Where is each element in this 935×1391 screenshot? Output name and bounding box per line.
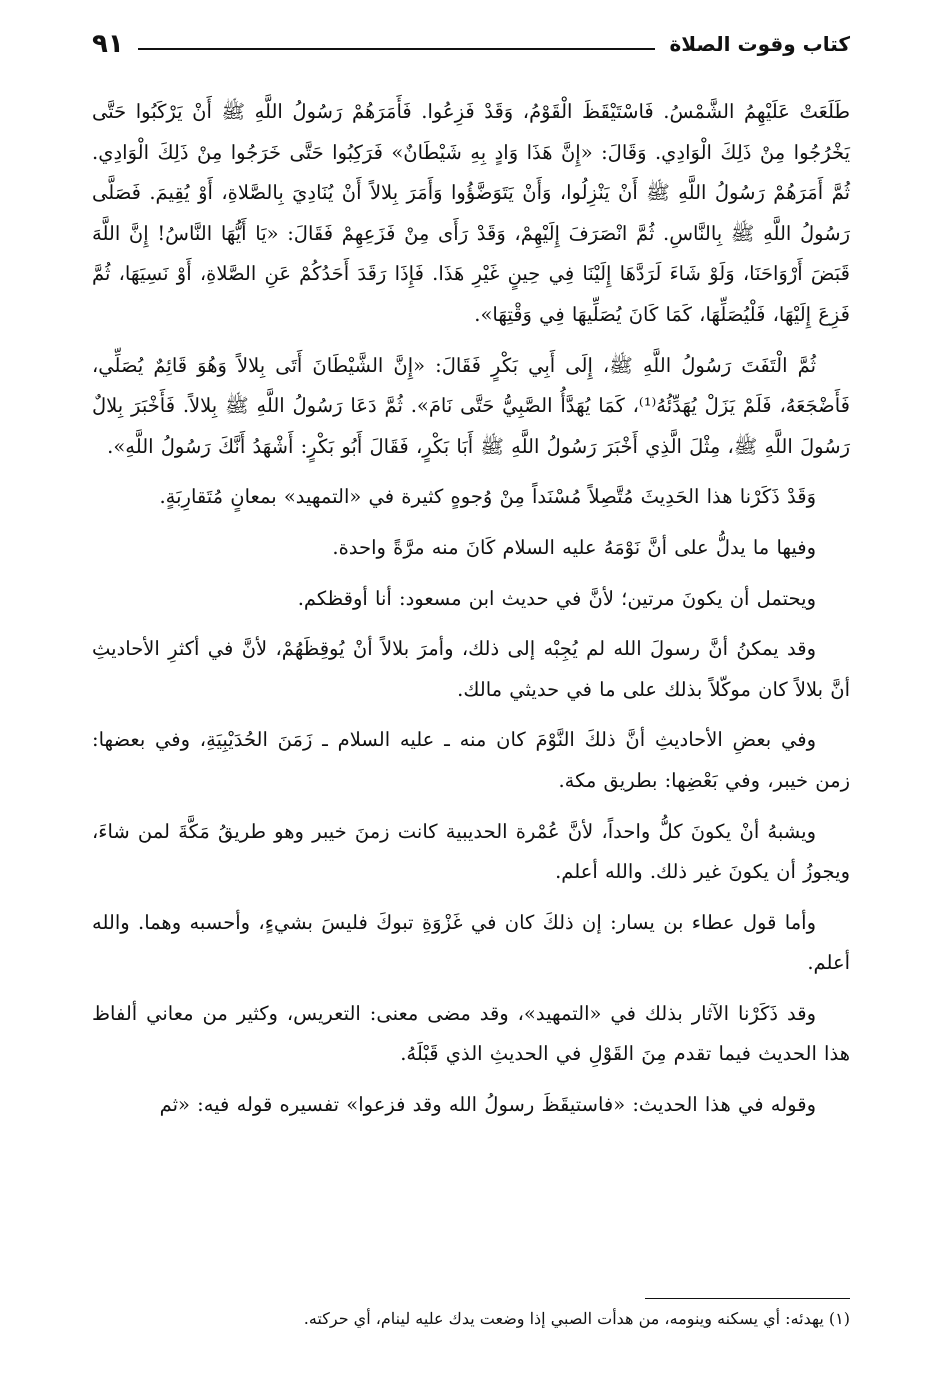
header-rule bbox=[138, 48, 656, 50]
paragraph: طَلَعَتْ عَلَيْهِمُ الشَّمْسُ. فَاسْتَيْقَظَ الْقَوْمُ، وَقَدْ فَزِعُوا. فَأَمَرَهُمْ رَسُولُ اللَّهِ ﷺ أَنْ يَرْكَبُوا حَتَّى يَخْرُجُوا مِنْ ذَلِكَ الْوَادِي. وَقَالَ: «إِنَّ هَذَا وَادٍ بِهِ شَيْطَانٌ» فَرَكِبُوا حَتَّى خَرَجُوا مِنْ ذَلِكَ الْوَادِي. ثُمَّ أَمَرَهُمْ رَسُولُ اللَّهِ ﷺ أَنْ يَنْزِلُوا، وَأَنْ يَتَوَضَّؤُوا وَأَمَرَ بِلالاً أَنْ يُنَادِيَ بِالصَّلاةِ، أَوْ يُقِيمَ. فَصَلَّى رَسُولُ اللَّهِ ﷺ بِالنَّاسِ. ثُمَّ انْصَرَفَ إِلَيْهِمْ، وَقَدْ رَأَى مِنْ فَزَعِهِمْ فَقَالَ: «يَا أَيُّهَا النَّاسُ! إِنَّ اللَّهَ قَبَضَ أَرْوَاحَنَا، وَلَوْ شَاءَ لَرَدَّهَا إِلَيْنَا فِي حِينٍ غَيْرِ هَذَا. فَإِذَا رَقَدَ أَحَدُكُمْ عَنِ الصَّلاةِ، أَوْ نَسِيَهَا، ثُمَّ فَزِعَ إِلَيْهَا، فَلْيُصَلِّهَا، كَمَا كَانَ يُصَلِّيهَا فِي وَقْتِهَا». bbox=[92, 100, 850, 326]
paragraph: ثُمَّ الْتَفَتَ رَسُولُ اللَّهِ ﷺ، إِلَى أَبِي بَكْرٍ فَقَالَ: «إِنَّ الشَّيْطَانَ أَتَى بِلالاً وَهُوَ قَائِمٌ يُصَلِّي، فَأَضْجَعَهُ، فَلَمْ يَزَلْ يُهَدِّئُهُ⁽¹⁾، كَمَا يُهَدَّأُ الصَّبِيُّ حَتَّى نَامَ». ثُمَّ دَعَا رَسُولُ اللَّهِ ﷺ بِلالاً. فَأَخْبَرَ بِلالٌ رَسُولَ اللَّهِ ﷺ، مِثْلَ الَّذِي أَخْبَرَ رَسُولُ اللَّهِ ﷺ أَبَا بَكْرٍ، فَقَالَ أَبُو بَكْرٍ: أَشْهَدُ أَنَّكَ رَسُولُ اللَّهِ». bbox=[92, 353, 851, 458]
paragraph: وَقَدْ ذَكَرْنا هذا الحَدِيثَ مُتَّصِلاً مُسْنَداً مِنْ وُجوهٍ كثيرة في «التمهيد» بمعانٍ مُتَقارِبَةٍ. bbox=[159, 485, 816, 509]
paragraph: وأما قول عطاء بن يسار: إن ذلكَ كان في غَزْوَةِ تبوكَ فليسَ بشيءٍ، وأحسبه وهما. والله أعلم. bbox=[92, 910, 850, 975]
paragraph: وقد ذَكَرْنا الآثار بذلك في «التمهيد»، وقد مضى معنى: التعريس، وكثير من معاني ألفاظ هذا الحديث فيما تقدم مِنَ القَوْلِ في الحديثِ الذي قَبْلَهُ. bbox=[92, 1001, 850, 1066]
running-title: كتاب وقوت الصلاة bbox=[669, 32, 850, 56]
paragraph: وقد يمكنُ أنَّ رسولَ الله لم يُجِبْه إلى ذلك، وأمرَ بلالاً أنْ يُوقِظَهُمْ، لأنَّ في أكثرِ الأحاديثِ أنَّ بلالاً كان موكّلاً بذلك على ما في حديثي مالك. bbox=[92, 637, 850, 701]
paragraph: ويحتمل أن يكونَ مرتين؛ لأنَّ في حديث ابن مسعود: أنا أوقظكم. bbox=[297, 586, 816, 610]
paragraph: وفي بعضِ الأحاديثِ أنَّ ذلكَ النَّوْمَ كان منه ـ عليه السلام ـ زَمَنَ الحُدَيْبِيَةِ، وفي بعضها: زمن خيبر، وفي بَعْضِها: بطريق مكة. bbox=[92, 728, 850, 792]
paragraph: ويشبهُ أنْ يكونَ كلُّ واحداً، لأنَّ عُمْرة الحديبية كانت زمنَ خيبر وهو طريقُ مَكَّةَ لمن شاءَ، ويجوزُ أن يكونَ غير ذلك. والله أعلم. bbox=[92, 819, 850, 884]
page-number: ٩١ bbox=[92, 29, 124, 59]
paragraph: وقوله في هذا الحديث: «فاستيقَظَ رسولُ الله وقد فزعوا» تفسيره قوله فيه: «ثم bbox=[159, 1093, 816, 1117]
main-text bbox=[92, 92, 850, 1136]
footnote-rule bbox=[645, 1298, 850, 1299]
page-header bbox=[92, 22, 850, 58]
paragraph: وفيها ما يدلُّ على أنَّ نَوْمَهُ عليه السلام كَانَ منه مرَّةً واحدة. bbox=[332, 535, 816, 559]
footnote: (١) يهدئه: أي يسكنه وينومه، من هدأت الصبي إذا وضعت يدك عليه لينام، أي حركته. bbox=[303, 1309, 850, 1328]
